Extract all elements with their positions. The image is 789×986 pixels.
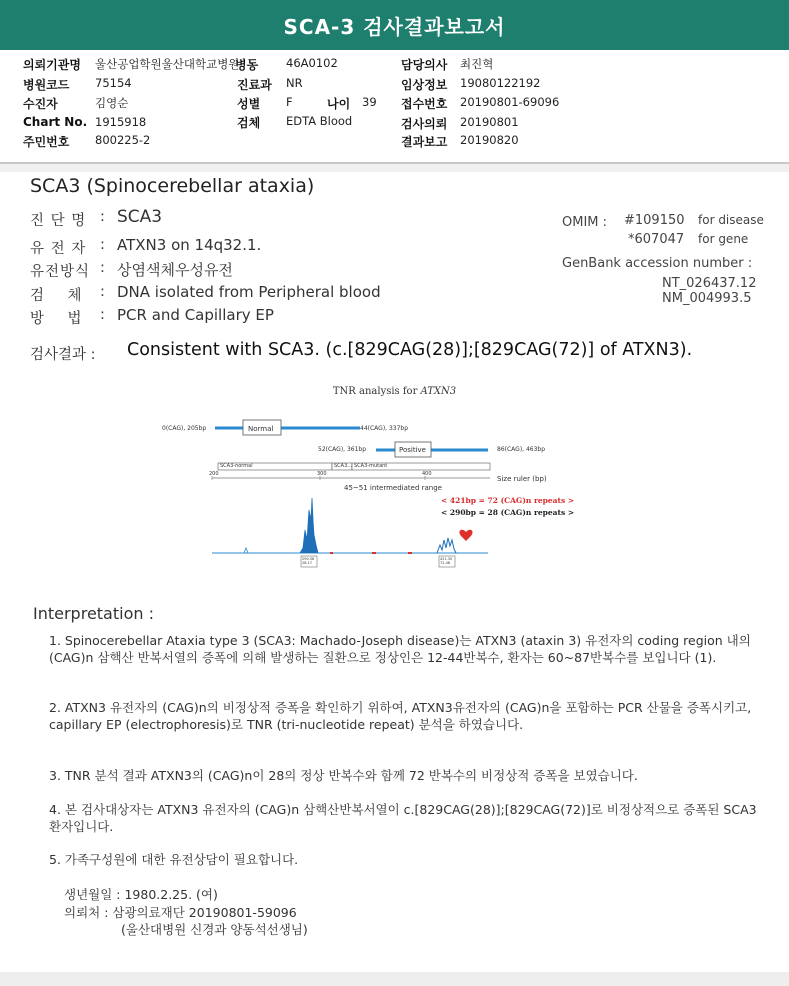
examinee-value: 김영순 bbox=[95, 96, 129, 110]
dept-value: NR bbox=[286, 76, 303, 90]
diagnosis-value: SCA3 bbox=[117, 207, 163, 227]
report-date-value: 20190820 bbox=[460, 133, 519, 147]
interpretation-heading: Interpretation : bbox=[33, 604, 154, 623]
receipt-label: 접수번호 bbox=[401, 97, 448, 111]
segment-normal-label: SCA3-normal bbox=[220, 463, 253, 469]
result-label: 검사결과 : bbox=[30, 347, 96, 363]
peak-normal-allele bbox=[300, 498, 318, 553]
genbank-acc1: NT_026437.12 bbox=[662, 276, 757, 291]
ruler-label-300: 300 bbox=[317, 471, 327, 477]
interpretation-point-3: 3. TNR 분석 결과 ATXN3의 (CAG)n이 28의 정상 반복수와 함께 72 반복수의 비정상적 증폭을 보였습니다. bbox=[49, 768, 638, 783]
age-label: 나이 bbox=[327, 97, 351, 111]
clinical-value: 19080122192 bbox=[460, 76, 541, 90]
omim-disease-id: #109150 bbox=[624, 213, 685, 228]
peak1-label: 290.38 28.17 bbox=[302, 557, 315, 565]
omim-gene-text: for gene bbox=[698, 232, 749, 246]
diagnosis-colon: : bbox=[100, 209, 105, 225]
segment-mutant-label: SCA3-mutant bbox=[354, 463, 388, 469]
rrn-label: 주민번호 bbox=[23, 135, 70, 149]
specimen-value: EDTA Blood bbox=[286, 114, 353, 128]
normal-left-label: 0(CAG), 205bp bbox=[162, 425, 207, 432]
institution-label: 의뢰기관명 bbox=[23, 58, 81, 72]
interpretation-point-4: 4. 본 검사대상자는 ATXN3 유전자의 (CAG)n 삼핵산반복서열이 c.[829CAG(28)];[829CAG(72)]로 비정상적으로 증폭된 SCA3 환자입니다. bbox=[49, 802, 757, 834]
ward-label: 병동 bbox=[235, 58, 259, 72]
report-title: SCA-3 검사결과보고서 bbox=[283, 14, 506, 39]
chart-label: Chart No. bbox=[23, 115, 88, 129]
inheritance-value: 상염색체우성유전 bbox=[117, 261, 233, 279]
age-value: 39 bbox=[362, 95, 377, 109]
ruler-label-400: 400 bbox=[422, 471, 432, 477]
peak2-label: 421.30 72.48 bbox=[440, 557, 453, 565]
sample-value: DNA isolated from Peripheral blood bbox=[117, 283, 381, 301]
specimen-label: 검체 bbox=[237, 116, 261, 130]
chart-value: 1915918 bbox=[95, 115, 147, 129]
hospital-code-label: 병원코드 bbox=[23, 78, 70, 92]
interpretation-point-1: 1. Spinocerebellar Ataxia type 3 (SCA3: Machado-Joseph disease)는 ATXN3 (ataxin 3) 유전자의 coding region 내의 (CAG)n 삼핵산 반복서열의 증폭에 의해 발생하는 질환으로 정상인은 12-44반복수, 환자는 60~87반복수를 보입니다 (1). bbox=[49, 633, 751, 665]
diagnosis-label: 진 단 명 bbox=[30, 213, 87, 229]
method-label: 방 법 bbox=[30, 311, 83, 327]
sex-label: 성별 bbox=[237, 97, 261, 111]
examinee-label: 수진자 bbox=[23, 97, 58, 111]
size-ruler-label: Size ruler (bp) bbox=[497, 475, 547, 483]
report-date-label: 결과보고 bbox=[401, 135, 448, 149]
figure-title-prefix: TNR analysis for bbox=[332, 386, 421, 397]
minor-peak bbox=[244, 548, 248, 553]
rrn-value: 800225-2 bbox=[95, 133, 151, 147]
clinical-label: 임상정보 bbox=[401, 78, 448, 92]
interpretation-point-5: 5. 가족구성원에 대한 유전상담이 필요합니다. bbox=[49, 852, 299, 867]
sex-value: F bbox=[286, 95, 293, 109]
gene-label: 유 전 자 bbox=[30, 241, 87, 257]
request-label: 검사의뢰 bbox=[401, 117, 448, 131]
request-value: 20190801 bbox=[460, 115, 519, 129]
segment-intermediate-label: SCA3... bbox=[334, 463, 353, 469]
bottom-band bbox=[0, 972, 789, 986]
institution-value: 울산공업학원울산대학교병원 bbox=[95, 57, 240, 71]
section-title: SCA3 (Spinocerebellar ataxia) bbox=[30, 175, 315, 197]
inheritance-colon: : bbox=[100, 260, 105, 276]
doctor-value: 최진혁 bbox=[460, 57, 494, 71]
hospital-code-value: 75154 bbox=[95, 76, 132, 90]
positive-box-text: Positive bbox=[399, 446, 426, 454]
positive-left-label: 52(CAG), 361bp bbox=[318, 446, 367, 453]
figure-title-gene: ATXN3 bbox=[420, 386, 457, 397]
heart-marker-icon bbox=[459, 530, 472, 541]
method-colon: : bbox=[100, 307, 105, 323]
repeat-28-label: < 290bp = 28 (CAG)n repeats > bbox=[441, 508, 575, 517]
intermediate-range-label: 45~51 intermediated range bbox=[344, 484, 442, 492]
footer-referrer: 의뢰처 : 삼광의료재단 20190801-59096 bbox=[64, 905, 297, 920]
peak-mutant-allele bbox=[437, 538, 456, 553]
inheritance-label: 유전방식 bbox=[30, 264, 91, 280]
footer-referrer-detail: (울산대병원 신경과 양동석선생님) bbox=[121, 922, 308, 937]
sample-label: 검 체 bbox=[30, 288, 83, 304]
result-text: Consistent with SCA3. (c.[829CAG(28)];[829CAG(72)] of ATXN3). bbox=[127, 340, 693, 360]
omim-label: OMIM : bbox=[562, 215, 608, 230]
genbank-label: GenBank accession number : bbox=[562, 256, 753, 271]
positive-right-label: 86(CAG), 463bp bbox=[497, 446, 546, 453]
dept-label: 진료과 bbox=[237, 78, 272, 92]
normal-right-label: 44(CAG), 337bp bbox=[360, 425, 409, 432]
repeat-72-label: < 421bp = 72 (CAG)n repeats > bbox=[441, 496, 575, 505]
footer-dob: 생년월일 : 1980.2.25. (여) bbox=[64, 887, 218, 902]
interpretation-point-2: 2. ATXN3 유전자의 (CAG)n의 비정상적 증폭을 확인하기 위하여, ATXN3유전자의 (CAG)n을 포함하는 PCR 산물을 증폭시키고, capillary EP (electrophoresis)로 TNR (tri-nucleotide repeat) 분석을 하였습니다. bbox=[49, 700, 752, 732]
method-value: PCR and Capillary EP bbox=[117, 306, 274, 324]
omim-gene-id: *607047 bbox=[628, 232, 685, 247]
ruler-label-200: 200 bbox=[209, 471, 219, 477]
normal-box-text: Normal bbox=[248, 425, 274, 433]
gene-colon: : bbox=[100, 237, 105, 253]
receipt-value: 20190801-69096 bbox=[460, 95, 560, 109]
ward-value: 46A0102 bbox=[286, 56, 338, 70]
doctor-label: 담당의사 bbox=[401, 58, 448, 72]
sample-colon: : bbox=[100, 284, 105, 300]
gene-value: ATXN3 on 14q32.1. bbox=[117, 236, 262, 254]
genbank-acc2: NM_004993.5 bbox=[662, 291, 752, 306]
omim-disease-text: for disease bbox=[698, 213, 764, 227]
